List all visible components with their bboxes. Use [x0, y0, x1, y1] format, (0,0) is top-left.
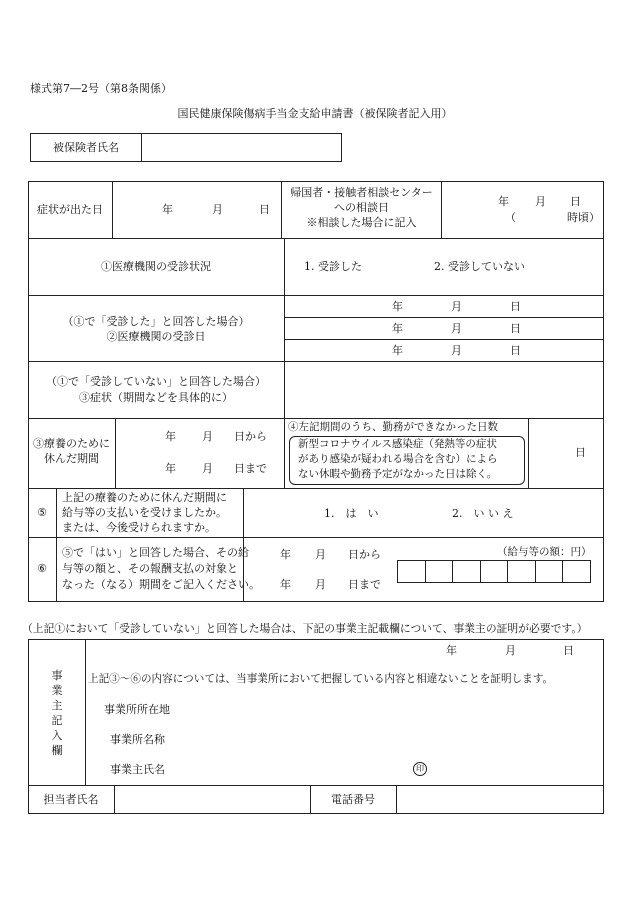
q4-note-line3: ない休暇や勤務予定がなかった日は除く。 — [298, 468, 498, 480]
office-address-label: 事業所所在地 — [104, 703, 170, 716]
q4-note-line1: 新型コロナウイルス感染症（発熱等の症状 — [298, 438, 497, 450]
absence-from-suffix: 日から — [234, 430, 267, 443]
office-address-field[interactable] — [180, 700, 600, 718]
q1-label: ①医療機関の受診状況 — [101, 260, 211, 273]
q6-number: ⑥ — [37, 562, 47, 575]
q2-date1-day: 日 — [510, 300, 521, 313]
onset-year: 年 — [162, 203, 173, 216]
q4-label: ④左記期間のうち、勤務ができなかった日数 — [288, 421, 498, 433]
absence-label-line1: ③療養のために — [33, 437, 110, 450]
absence-until-year: 年 — [165, 462, 176, 475]
onset-label: 症状が出た日 — [37, 203, 103, 216]
q2-date2-day: 日 — [510, 322, 521, 335]
q2-label-line2: ②医療機関の受診日 — [106, 330, 206, 343]
owner-name-label: 事業主氏名 — [110, 763, 165, 776]
q2-date3-year: 年 — [392, 344, 403, 357]
q4-note-line2: があり感染が疑われる場合を含む）によら — [298, 453, 498, 465]
form-title: 国民健康保険傷病手当金支給申請書（被保険者記入用） — [177, 107, 453, 120]
q5-number: ⑤ — [37, 506, 47, 519]
q1-option-not-visited[interactable]: 2. 受診していない — [434, 260, 525, 273]
seal-mark-icon: 印 — [413, 762, 427, 776]
q6-line1: ⑤で「はい」と回答した場合、その給 — [62, 546, 249, 559]
consult-month: 月 — [535, 195, 546, 208]
consult-time-open: （ — [505, 211, 516, 224]
q6-from-suffix: 日から — [348, 548, 381, 561]
q5-option-yes[interactable]: 1. は い — [324, 507, 379, 520]
insured-name-label: 被保険者氏名 — [53, 141, 119, 154]
absence-from-year: 年 — [165, 430, 176, 443]
employer-notice: （上記①において「受診していない」と回答した場合は、下記の事業主記載欄について、事業主の証明が必要です。） — [22, 622, 588, 635]
staff-name-label: 担当者氏名 — [43, 793, 99, 806]
q5-line2: 給与等の支払いを受けましたか。 — [62, 506, 227, 519]
consult-time-close: 時頃） — [567, 211, 600, 224]
q6-line3: なった（なる）期間をご記入ください。 — [62, 578, 260, 591]
cert-date-field[interactable] — [380, 641, 602, 659]
q1-option-visited[interactable]: 1. 受診した — [304, 260, 362, 273]
q6-until-year: 年 — [280, 578, 291, 591]
q6-from-year: 年 — [280, 548, 291, 561]
employer-side-4: 記 — [51, 714, 63, 727]
employer-side-1: 事 — [51, 669, 63, 682]
q5-option-no[interactable]: 2. い い え — [452, 507, 514, 520]
q3-label-line2: ③症状（期間などを具体的に） — [79, 391, 233, 404]
center-label-line2: への相談日 — [334, 201, 389, 214]
absence-from-month: 月 — [202, 430, 213, 443]
consult-date-field[interactable] — [442, 182, 603, 237]
q6-from-month: 月 — [315, 548, 326, 561]
q2-date3-day: 日 — [510, 344, 521, 357]
phone-field[interactable] — [397, 786, 603, 813]
q4-days-field[interactable] — [529, 419, 603, 487]
onset-month: 月 — [212, 203, 223, 216]
center-label-line1: 帰国者・接触者相談センター — [290, 186, 433, 199]
q2-date2-field[interactable] — [285, 318, 603, 339]
office-name-field[interactable] — [180, 730, 600, 748]
q3-label-line1: （①で「受診していない」と回答した場合） — [46, 375, 266, 388]
absence-label-line2: 休んだ期間 — [44, 452, 99, 465]
q2-date2-month: 月 — [451, 322, 462, 335]
q2-date2-year: 年 — [392, 322, 403, 335]
onset-day: 日 — [259, 203, 270, 216]
absence-period-field[interactable] — [116, 419, 283, 487]
q3-symptom-field[interactable] — [285, 362, 603, 417]
cert-year: 年 — [446, 644, 457, 657]
q5-line1: 上記の療養のために休んだ期間に — [62, 491, 227, 504]
q6-until-month: 月 — [315, 578, 326, 591]
employer-side-3: 主 — [51, 699, 63, 712]
form-number: 様式第7―2号（第8条関係） — [30, 82, 172, 95]
q6-until-suffix: 日まで — [348, 578, 381, 591]
employer-side-5: 入 — [51, 729, 63, 742]
q2-date3-month: 月 — [451, 344, 462, 357]
insured-name-field[interactable] — [142, 134, 341, 161]
q5-line3: または、今後受けられますか。 — [62, 521, 216, 534]
q6-amount-label: （給与等の額：円） — [497, 546, 592, 558]
absence-until-month: 月 — [202, 462, 213, 475]
absence-until-suffix: 日まで — [234, 462, 267, 475]
q2-date3-field[interactable] — [285, 340, 603, 361]
q2-label-line1: （①で「受診した」と回答した場合） — [62, 315, 250, 328]
q6-amount-cells[interactable] — [397, 560, 591, 583]
owner-name-field[interactable] — [180, 760, 406, 778]
cert-day: 日 — [563, 644, 574, 657]
employer-side-2: 業 — [51, 684, 63, 697]
consult-year: 年 — [498, 195, 509, 208]
q2-date1-year: 年 — [392, 300, 403, 313]
cert-month: 月 — [505, 644, 516, 657]
q6-line2: 与等の額と、その報酬支払の対象と — [62, 562, 238, 575]
q4-days-unit: 日 — [575, 446, 586, 459]
employer-side-6: 欄 — [51, 744, 63, 757]
center-label-line3: ※相談した場合に記入 — [306, 216, 417, 229]
onset-date-field[interactable] — [113, 182, 280, 237]
office-name-label: 事業所名称 — [110, 733, 165, 746]
staff-name-field[interactable] — [115, 786, 309, 813]
phone-label: 電話番号 — [331, 793, 375, 806]
q2-date1-month: 月 — [451, 300, 462, 313]
consult-day: 日 — [570, 195, 581, 208]
certify-text: 上記③～⑥の内容については、当事業所において把握している内容と相違ないことを証明します。 — [88, 673, 554, 685]
q2-date1-field[interactable] — [285, 296, 603, 317]
q6-period-field[interactable] — [244, 538, 394, 601]
